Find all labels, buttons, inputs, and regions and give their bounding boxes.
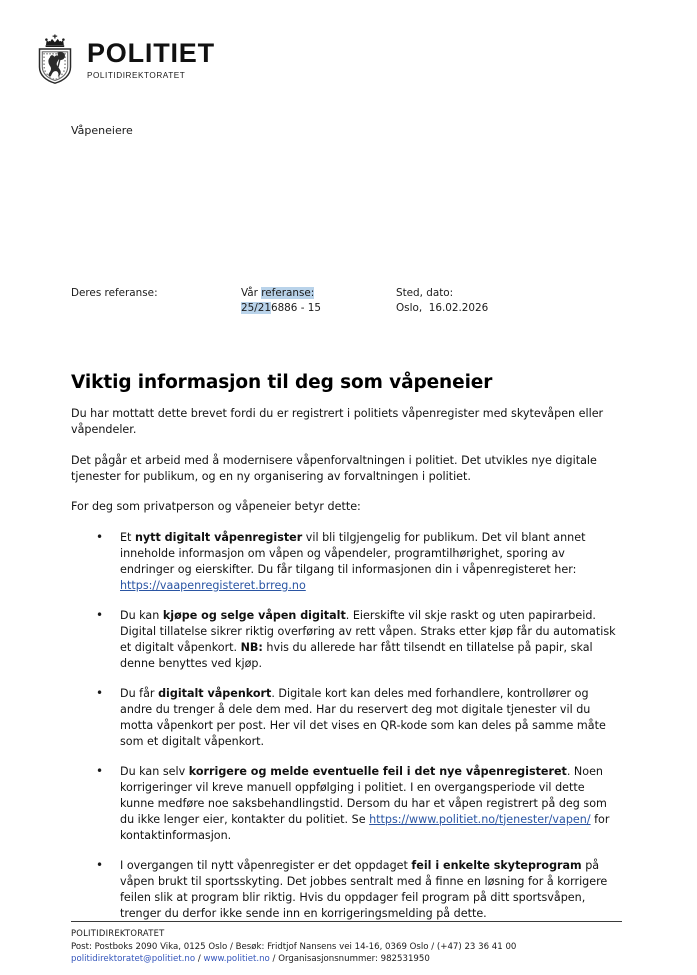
bullet-lead-text: Du kan xyxy=(120,608,163,622)
paragraph-1: Du har mottatt dette brevet fordi du er registrert i politiets våpenregister med skytevåpen eller våpendeler. xyxy=(71,407,604,436)
wordmark-sub: POLITIDIREKTORATET xyxy=(87,71,186,80)
var-referanse-value xyxy=(241,301,396,316)
letterhead xyxy=(33,33,215,84)
bullet-lead-text: I overgangen til nytt våpenregister er det oppdaget xyxy=(120,858,412,872)
list-item xyxy=(71,764,622,844)
letter-body xyxy=(71,372,622,922)
footer-separator-2: / xyxy=(269,954,279,965)
wordmark-main: POLITIET xyxy=(87,38,215,68)
deres-referanse-value xyxy=(71,301,241,316)
footer-contact xyxy=(71,953,622,966)
footer-email-link[interactable]: politidirektoratet@politiet.no xyxy=(71,954,196,965)
sted-dato-value: Oslo, 16.02.2026 xyxy=(396,302,489,315)
bullet-body-text: . Noen korrigeringer vil kreve manuell oppfølging i politiet. I en overgangsperiode vil dette kunne medføre noe saksbehandlingstid. Dersom du har et våpen registrert på deg som du ikke lenger eier, kontakter du politiet. Se xyxy=(120,764,607,826)
bullet-lead-text: Du får xyxy=(120,686,159,700)
var-referanse-value-plain: 6886 - 15 xyxy=(270,302,321,315)
recipient-line: Våpeneiere xyxy=(71,124,133,137)
reference-row-values xyxy=(71,301,631,316)
var-referanse-label-plain: Vår xyxy=(241,287,262,299)
var-referanse-label xyxy=(241,286,396,301)
footer-website-link[interactable]: www.politiet.no xyxy=(203,954,270,965)
bullet-body-text: . Eierskifte vil skje raskt og uten papirarbeid. Digital tillatelse sikrer riktig overføring av rett våpen. Straks etter kjøp får du automatisk et digitalt våpenkort. xyxy=(120,608,616,654)
footer-org-name: POLITIDIREKTORATET xyxy=(71,928,165,938)
bullet-body-text: på våpen brukt til sportsskyting. Det jobbes sentralt med å finne en løsning for å korrigere feilen slik at program blir riktig. Hvis du oppdager feil program på ditt sportsvåpen, trenger du derfor ikke sende inn en korrigeringsmelding på dette. xyxy=(120,858,608,920)
bullet-emphasis-text: nytt digitalt våpenregister xyxy=(134,530,303,544)
reference-row-labels xyxy=(71,286,631,301)
bullet-tail-text: for kontaktinformasjon. xyxy=(120,812,610,842)
bullet-emphasis-text: feil i enkelte skyteprogram xyxy=(411,858,582,872)
bullet-inline-link[interactable]: https://vaapenregisteret.brreg.no xyxy=(120,578,306,592)
footer-separator-1: / xyxy=(195,954,204,965)
footer-divider xyxy=(71,921,622,922)
bullet-body-text: . Digitale kort kan deles med forhandlere, kontrollører og andre du trenger å dele dem med. Har du reservert deg mot digitale tjenester vil du motta våpenkort per post. Her vil det vises en QR-kode som kan deles på samme måte som et digitalt våpenkort. xyxy=(120,686,606,748)
paragraph-2: Det pågår et arbeid med å modernisere våpenforvaltningen i politiet. Det utvikles nye digitale tjenester for publikum, og en ny organisering av forvaltningen i politiet. xyxy=(71,453,597,483)
bullet-body-text-2: hvis du allerede har fått tilsendt en tillatelse på papir, skal denne benyttes ved kjøp. xyxy=(120,640,593,670)
var-referanse-value-selected: 25/21 xyxy=(241,302,271,315)
bullet-emphasis-text: kjøpe og selge våpen digitalt xyxy=(162,608,346,622)
sted-dato-label: Sted, dato: xyxy=(396,287,454,299)
bullet-emphasis-text: korrigere og melde eventuelle feil i det nye våpenregisteret xyxy=(188,764,567,778)
reference-block xyxy=(71,286,631,316)
bullet-emphasis-text: digitalt våpenkort xyxy=(158,686,272,700)
list-item xyxy=(71,530,622,594)
deres-referanse-label: Deres referanse: xyxy=(71,287,158,299)
footer-address: Post: Postboks 2090 Vika, 0125 Oslo / Besøk: Fridtjof Nansens vei 14-16, 0369 Oslo / (+47) 23 36 41 00 xyxy=(71,941,517,952)
footer-org-number: Organisasjonsnummer: 982531950 xyxy=(278,954,430,965)
paragraph-3: For deg som privatperson og våpeneier betyr dette: xyxy=(71,500,361,513)
list-item xyxy=(71,858,622,922)
var-referanse-label-selected: referanse: xyxy=(261,287,315,299)
page-title: Viktig informasjon til deg som våpeneier xyxy=(71,372,493,393)
bullet-inline-link[interactable]: https://www.politiet.no/tjenester/vapen/ xyxy=(369,812,591,826)
list-item xyxy=(71,686,622,750)
list-item xyxy=(71,608,622,672)
bullet-list xyxy=(71,530,622,922)
bullet-lead-text: Du kan selv xyxy=(120,764,189,778)
norwegian-coat-of-arms-icon xyxy=(33,34,77,84)
bullet-body-text: vil bli tilgjengelig for publikum. Det vil blant annet inneholde informasjon om våpen og våpendeler, programtilhørighet, sporing av endringer og eierskifter. Du får tilgang til informasjonen din i våpenregisteret her: xyxy=(120,530,586,576)
bullet-lead-text: Et xyxy=(120,530,135,544)
bullet-emphasis-text-2: NB: xyxy=(240,640,263,654)
footer xyxy=(71,921,622,966)
politiet-wordmark xyxy=(87,33,215,80)
